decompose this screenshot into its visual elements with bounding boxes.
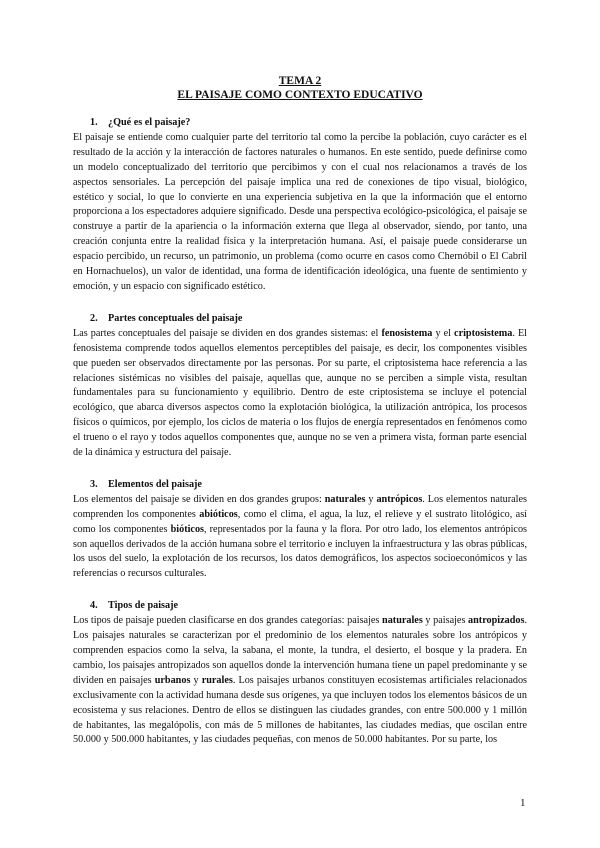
- paragraph-text: Los elementos del paisaje se dividen en dos grandes grupos:: [73, 493, 325, 505]
- section-heading-text: ¿Qué es el paisaje?: [108, 117, 191, 128]
- paragraph-text: y: [190, 674, 202, 686]
- section-number: 3.: [90, 478, 98, 490]
- section-paragraph: [73, 493, 527, 582]
- section-heading-text: Partes conceptuales del paisaje: [108, 312, 243, 324]
- section-paragraph: [73, 327, 527, 461]
- bold-term: naturales: [382, 615, 423, 627]
- section-paragraph: [73, 131, 527, 295]
- page-number: 1: [520, 797, 526, 809]
- title-block: [0, 74, 600, 102]
- paragraph-text: Los tipos de paisaje pueden clasificarse en dos grandes categorías: paisajes: [73, 615, 383, 627]
- document-subtitle: EL PAISAJE COMO CONTEXTO EDUCATIVO: [177, 89, 423, 101]
- section-number: 1.: [90, 117, 98, 128]
- bold-term: rurales: [201, 674, 233, 686]
- paragraph-text: . El fenosistema comprende todos aquellos elementos perceptibles del paisaje, es decir, los componentes visibles que pueden ser observados directamente por las personas. Por su parte, el criptosistema hace referencia a las relaciones sistémicas no visibles del paisaje, aquellas que, aunque no se perciben a simple vista, resultan fundamentales para su funcionamiento y equilibrio. Dentro de este criptosistema se incluye el potencial ecológico, que abarca diversos aspectos como la explotación biológica, la utilización antrópica, los procesos físicos o químicos, por ejemplo, los ciclos de materia o los flujos de energía representados en fenómenos como el trueno o el rayo y todos aquellos componentes que, aunque no se ven a primera vista, forman parte esencial de la dinámica y estructura del paisaje.: [73, 327, 527, 459]
- section-heading: [73, 478, 527, 493]
- paragraph-text: Las partes conceptuales del paisaje se dividen en dos grandes sistemas: el: [73, 327, 382, 339]
- bold-term: fenosistema: [381, 327, 433, 339]
- paragraph-text: , representados por la fauna y la flora. Por otro lado, los elementos antrópicos son aquellos derivados de la acción humana sobre el territorio e incluyen la infraestructura y las obras públicas, los usos del suelo, la explotación de los recursos, los datos demográficos, los aspectos socioeconómicos y las referencias o recursos culturales.: [73, 523, 528, 580]
- paragraph-text: . Los paisajes naturales se caracterizan por el predominio de los elementos naturales sobre los antrópicos y comprenden espacios como la selva, la sabana, el monte, la tundra, el desierto, el bosque y la pradera. En cambio, los paisajes antropizados son aquellos donde la intervención humana tiene un papel predominante y se dividen en paisajes: [73, 615, 528, 686]
- section-number: 2.: [90, 312, 98, 324]
- bold-term: abióticos: [199, 508, 238, 520]
- paragraph-text: . Los elementos naturales comprenden los componentes: [73, 493, 528, 520]
- paragraph-text: y el: [432, 327, 455, 339]
- paragraph-text: El paisaje se entiende como cualquier parte del territorio tal como la percibe la población, cuyo carácter es el resultado de la acción y la interacción de factores naturales o humanos. En este sentido, puede definirse como un modelo conceptualizado del territorio que percibimos y con el cual nos relacionamos a través de los aspectos sensoriales. La percepción del paisaje implica una red de conexiones de tipo visual, biológico, estético y social, lo que lo convierte en una experiencia subjetiva en la que la información que el entorno proporciona a los espectadores adquiere significado. Desde una perspectiva ecológico-psicológica, el paisaje se construye a partir de la apariencia o la información externa que llega al observador, siendo, por tanto, una creación conjunta entre la realidad física y la interpretación humana. Así, el paisaje puede considerarse un espacio percibido, un recurso, un patrimonio, un problema (como ocurre en casos como Chernóbil o El Cabril en Hornachuelos), un valor de identidad, una forma de identificación ideológica, una fuente de sentimiento y emoción, y un espacio con significado estético.: [73, 131, 527, 292]
- bold-term: antrópicos: [376, 493, 423, 505]
- section-heading-text: Tipos de paisaje: [108, 600, 179, 612]
- bold-term: criptosistema: [454, 327, 513, 339]
- bold-term: naturales: [324, 493, 366, 505]
- paragraph-text: , como el clima, el agua, la luz, el relieve y el sustrato litológico, así como los componentes: [73, 508, 527, 535]
- bold-term: antropizados: [468, 615, 525, 627]
- document-body: [73, 116, 527, 765]
- document-title: TEMA 2: [278, 75, 322, 87]
- section-heading: [73, 116, 527, 131]
- paragraph-text: y: [365, 493, 377, 505]
- section-heading-text: Elementos del paisaje: [108, 478, 202, 490]
- section-heading: [73, 312, 527, 327]
- section-heading: [73, 599, 527, 614]
- section-paragraph: [73, 614, 527, 748]
- paragraph-text: . Los paisajes urbanos constituyen ecosistemas artificiales relacionados exclusivamente con la actividad humana desde sus orígenes, ya que incluyen todos los elementos básicos de un ecosistema y sus relaciones. Dentro de ellos se distinguen las ciudades grandes, con entre 500.000 y 1 millón de habitantes, las megalópolis, con más de 5 millones de habitantes, las ciudades medias, que oscilan entre 50.000 y 500.000 habitantes, y las ciudades pequeñas, con menos de 50.000 habitantes. Por su parte, los: [73, 674, 527, 746]
- section-number: 4.: [90, 600, 98, 612]
- paragraph-text: y paisajes: [422, 615, 469, 627]
- bold-term: urbanos: [154, 674, 191, 686]
- bold-term: bióticos: [170, 523, 205, 535]
